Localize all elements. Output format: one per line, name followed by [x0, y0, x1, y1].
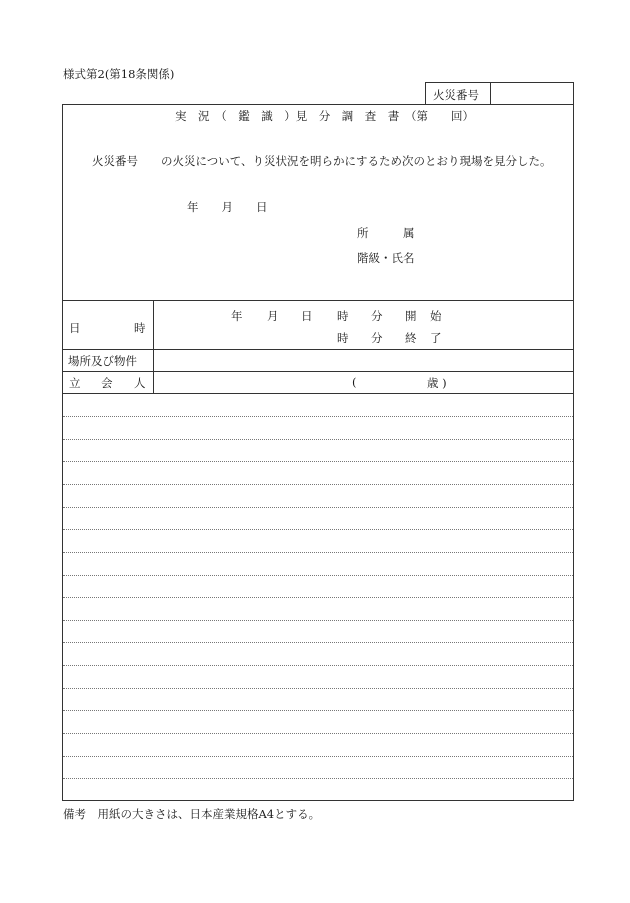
ruled-line	[63, 688, 573, 689]
end-label-shu: 終	[405, 331, 417, 345]
ruled-line	[63, 575, 573, 576]
rank-name-label: 階級・氏名	[357, 251, 415, 265]
survey-form-frame	[62, 104, 574, 801]
start-day-unit: 日	[301, 309, 313, 323]
witness-label-2: 会	[101, 376, 113, 390]
label-column-divider	[153, 300, 154, 393]
ruled-line	[63, 461, 573, 462]
witness-open-paren: (	[352, 375, 357, 389]
end-hour-unit: 時	[337, 331, 349, 345]
location-label: 場所及び物件	[68, 354, 137, 368]
start-year-unit: 年	[231, 309, 243, 323]
form-title: 実 況 （ 鑑 識 ）見 分 調 査 書 （第 回）	[175, 109, 474, 123]
datetime-label-day: 日	[69, 321, 81, 335]
ruled-line	[63, 552, 573, 553]
witness-label-1: 立	[69, 376, 81, 390]
affiliation-label: 所 属	[357, 226, 415, 240]
end-minute-unit: 分	[371, 331, 383, 345]
ruled-line	[63, 416, 573, 417]
witness-age-suffix: 歳 )	[427, 376, 447, 390]
witness-label-3: 人	[134, 376, 146, 390]
fire-number-divider	[490, 83, 491, 104]
ruled-line	[63, 710, 573, 711]
ruled-line	[63, 620, 573, 621]
ruled-line	[63, 642, 573, 643]
ruled-line	[63, 665, 573, 666]
datetime-label-time: 時	[134, 321, 146, 335]
ruled-line	[63, 529, 573, 530]
inspection-date[interactable]: 年 月 日	[187, 200, 268, 214]
witness-name-field[interactable]	[156, 373, 346, 391]
end-label-ryo: 了	[430, 331, 442, 345]
start-hour-unit: 時	[337, 309, 349, 323]
location-field[interactable]	[156, 351, 570, 369]
start-label-shi: 始	[430, 309, 442, 323]
form-number-label: 様式第2(第18条関係)	[63, 67, 175, 81]
ruled-line	[63, 484, 573, 485]
header-divider	[62, 300, 574, 301]
ruled-line	[63, 733, 573, 734]
fire-number-box	[425, 82, 574, 105]
row-divider-datetime	[62, 349, 574, 350]
start-month-unit: 月	[267, 309, 279, 323]
start-minute-unit: 分	[371, 309, 383, 323]
ruled-line	[63, 597, 573, 598]
start-label-kai: 開	[405, 309, 417, 323]
row-divider-location	[62, 371, 574, 372]
ruled-line	[63, 756, 573, 757]
footnote-remarks: 備考 用紙の大きさは、日本産業規格A4とする。	[63, 807, 321, 821]
fire-number-label: 火災番号	[433, 88, 479, 102]
ruled-line	[63, 507, 573, 508]
ruled-line	[63, 778, 573, 779]
fire-statement: 火災番号 の火災について、り災状況を明らかにするため次のとおり現場を見分した。	[92, 154, 552, 168]
ruled-line	[63, 439, 573, 440]
row-divider-witness	[62, 393, 574, 394]
